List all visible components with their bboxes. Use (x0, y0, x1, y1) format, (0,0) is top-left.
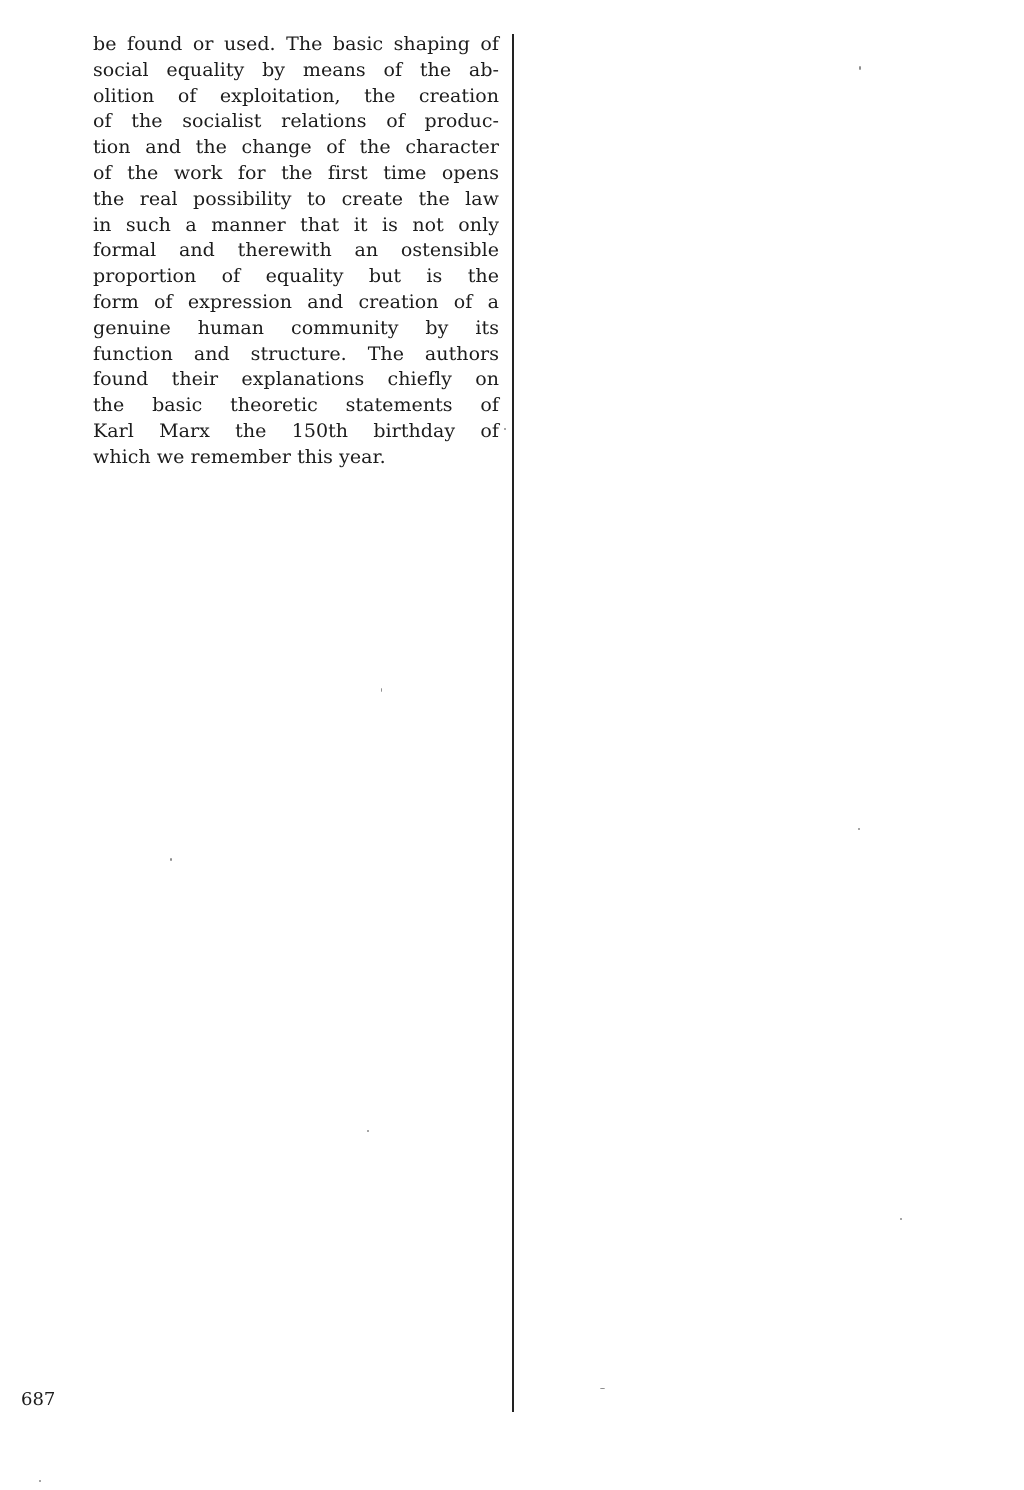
scan-speck (170, 858, 172, 861)
body-text-line: which we remember this year. (93, 445, 386, 468)
body-text-line: in such a manner that it is not only (93, 213, 499, 236)
column-divider (512, 34, 514, 1412)
body-text-line: be found or used. The basic shaping of (93, 33, 499, 55)
scan-speck (858, 828, 860, 830)
body-text-line: the basic theoretic statements of (93, 394, 499, 417)
scan-speck (600, 1388, 605, 1389)
body-text-line: form of expression and creation of a (93, 290, 499, 313)
body-text-line: function and structure. The authors (93, 342, 499, 365)
page-number: 687 (21, 1389, 56, 1410)
body-text-line: tion and the change of the character (93, 136, 499, 159)
body-text-line: Karl Marx the 150th birthday of (93, 419, 499, 442)
scan-speck (504, 428, 506, 430)
body-text-line: formal and therewith an ostensible (93, 239, 499, 262)
body-text-line: found their explanations chiefly on (93, 368, 499, 391)
scan-speck (367, 1130, 369, 1132)
body-text-line: social equality by means of the ab- (93, 58, 499, 81)
scan-speck (39, 1480, 41, 1482)
body-text-line: of the work for the first time opens (93, 161, 499, 184)
body-text-line: genuine human community by its (93, 316, 499, 339)
body-text-line: proportion of equality but is the (93, 265, 499, 288)
body-text-line: the real possibility to create the law (93, 187, 499, 210)
body-text-line: olition of exploitation, the creation (93, 84, 499, 107)
body-text-line: of the socialist relations of produc- (93, 110, 499, 133)
scan-speck (381, 688, 382, 692)
scan-speck (859, 66, 861, 70)
scan-speck (900, 1218, 902, 1220)
text-column (93, 32, 499, 471)
